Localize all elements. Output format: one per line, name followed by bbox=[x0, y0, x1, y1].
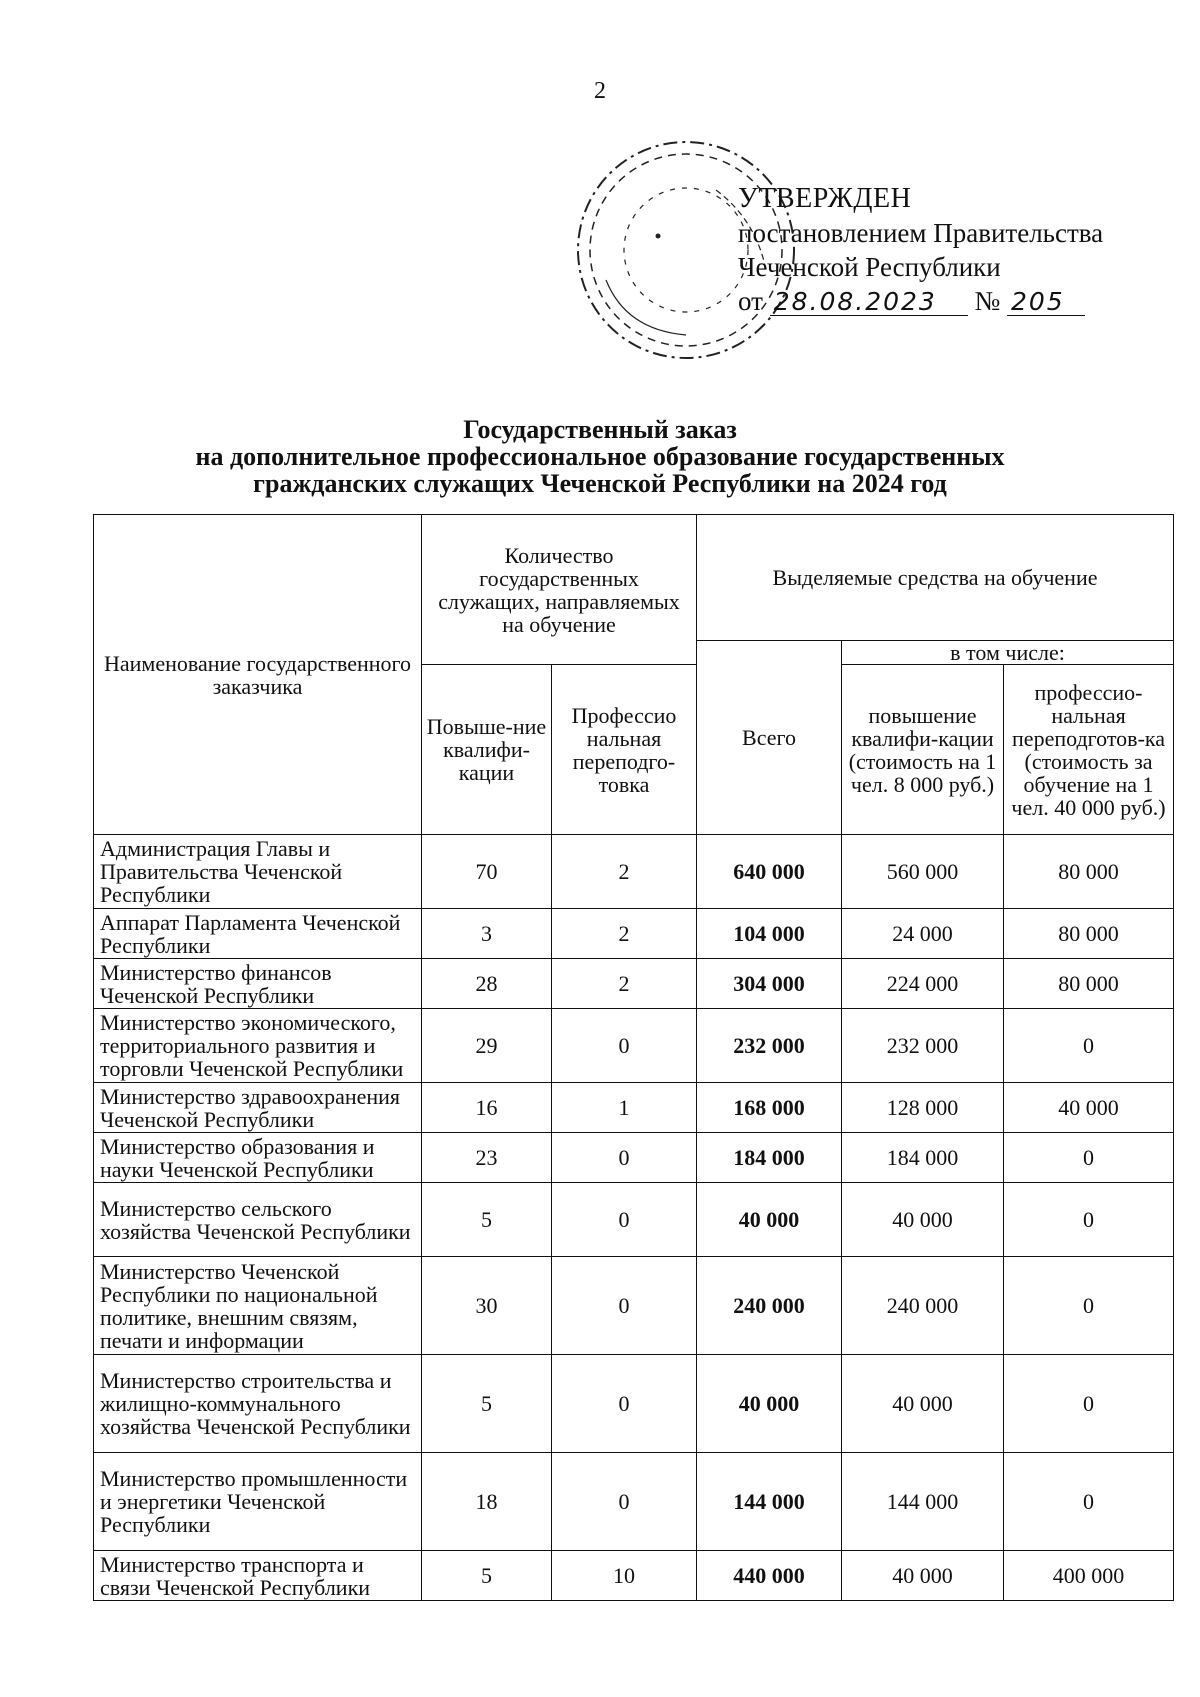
row-total: 104 000 bbox=[697, 909, 842, 959]
table-row bbox=[94, 1551, 1174, 1601]
row-qualification: 5 bbox=[422, 1355, 552, 1453]
row-total: 40 000 bbox=[697, 1355, 842, 1453]
header-customer: Наименование государственного заказчика bbox=[94, 515, 422, 835]
row-retraining: 0 bbox=[552, 1355, 697, 1453]
table-row bbox=[94, 1453, 1174, 1551]
row-qualification-sum: 40 000 bbox=[842, 1183, 1004, 1257]
row-qualification: 3 bbox=[422, 909, 552, 959]
row-customer-name: Администрация Главы и Правительства Чеченской Республики bbox=[94, 835, 422, 909]
row-retraining-sum: 0 bbox=[1004, 1257, 1174, 1355]
row-qualification: 5 bbox=[422, 1551, 552, 1601]
table-row bbox=[94, 1183, 1174, 1257]
row-customer-name: Министерство Чеченской Республики по национальной политике, внешним связям, печати и информации bbox=[94, 1257, 422, 1355]
table-row bbox=[94, 1133, 1174, 1183]
row-customer-name: Министерство строительства и жилищно-коммунального хозяйства Чеченской Республики bbox=[94, 1355, 422, 1453]
approved-label: УТВЕРЖДЕН bbox=[738, 183, 912, 214]
row-total: 40 000 bbox=[697, 1183, 842, 1257]
table-row bbox=[94, 1257, 1174, 1355]
row-customer-name: Министерство промышленности и энергетики Чеченской Республики bbox=[94, 1453, 422, 1551]
row-retraining-sum: 0 bbox=[1004, 1453, 1174, 1551]
row-qualification-sum: 144 000 bbox=[842, 1453, 1004, 1551]
state-order-table bbox=[93, 514, 1174, 1601]
row-qualification: 18 bbox=[422, 1453, 552, 1551]
row-qualification: 5 bbox=[422, 1183, 552, 1257]
header-retraining: Профессио нальная переподго-товка bbox=[552, 665, 697, 835]
row-retraining: 0 bbox=[552, 1183, 697, 1257]
row-qualification-sum: 240 000 bbox=[842, 1257, 1004, 1355]
approval-line-1: постановлением Правительства bbox=[738, 218, 1104, 248]
number-label: № bbox=[974, 286, 1001, 316]
row-qualification: 29 bbox=[422, 1009, 552, 1083]
row-qualification-sum: 224 000 bbox=[842, 959, 1004, 1009]
table-row bbox=[94, 1083, 1174, 1133]
row-retraining: 0 bbox=[552, 1257, 697, 1355]
row-retraining-sum: 40 000 bbox=[1004, 1083, 1174, 1133]
row-customer-name: Министерство транспорта и связи Чеченской Республики bbox=[94, 1551, 422, 1601]
row-qualification: 28 bbox=[422, 959, 552, 1009]
row-total: 168 000 bbox=[697, 1083, 842, 1133]
row-total: 232 000 bbox=[697, 1009, 842, 1083]
row-retraining: 2 bbox=[552, 835, 697, 909]
row-customer-name: Министерство образования и науки Чеченской Республики bbox=[94, 1133, 422, 1183]
row-retraining-sum: 0 bbox=[1004, 1133, 1174, 1183]
row-retraining: 0 bbox=[552, 1133, 697, 1183]
row-customer-name: Министерство сельского хозяйства Чеченской Республики bbox=[94, 1183, 422, 1257]
row-retraining: 0 bbox=[552, 1009, 697, 1083]
row-retraining: 2 bbox=[552, 959, 697, 1009]
table-row bbox=[94, 1355, 1174, 1453]
header-funds-group: Выделяемые средства на обучение bbox=[697, 515, 1174, 641]
row-customer-name: Министерство экономического, территориального развития и торговли Чеченской Республики bbox=[94, 1009, 422, 1083]
row-qualification-sum: 184 000 bbox=[842, 1133, 1004, 1183]
row-qualification: 70 bbox=[422, 835, 552, 909]
title-line-1: Государственный заказ bbox=[463, 415, 737, 444]
table-row bbox=[94, 909, 1174, 959]
approval-number: 205 bbox=[1007, 289, 1085, 316]
row-retraining: 10 bbox=[552, 1551, 697, 1601]
row-customer-name: Аппарат Парламента Чеченской Республики bbox=[94, 909, 422, 959]
header-qualification-cost: повышение квалифи-кации (стоимость на 1 чел. 8 000 руб.) bbox=[842, 665, 1004, 835]
row-retraining-sum: 400 000 bbox=[1004, 1551, 1174, 1601]
row-qualification-sum: 128 000 bbox=[842, 1083, 1004, 1133]
title-line-2: на дополнительное профессиональное образование государственных bbox=[195, 442, 1005, 471]
row-retraining-sum: 0 bbox=[1004, 1009, 1174, 1083]
row-qualification-sum: 232 000 bbox=[842, 1009, 1004, 1083]
approval-date: 28.08.2023 bbox=[770, 289, 968, 316]
table-row bbox=[94, 835, 1174, 909]
row-total: 144 000 bbox=[697, 1453, 842, 1551]
row-qualification: 16 bbox=[422, 1083, 552, 1133]
approval-line-2: Чеченской Республики bbox=[738, 252, 1001, 282]
row-qualification-sum: 560 000 bbox=[842, 835, 1004, 909]
table-row bbox=[94, 959, 1174, 1009]
title-line-3: гражданских служащих Чеченской Республики на 2024 год bbox=[253, 469, 947, 498]
row-retraining-sum: 80 000 bbox=[1004, 909, 1174, 959]
row-retraining: 1 bbox=[552, 1083, 697, 1133]
header-including: в том числе: bbox=[842, 641, 1174, 665]
row-customer-name: Министерство финансов Чеченской Республики bbox=[94, 959, 422, 1009]
row-total: 440 000 bbox=[697, 1551, 842, 1601]
row-total: 184 000 bbox=[697, 1133, 842, 1183]
header-count-group: Количество государственных служащих, направляемых на обучение bbox=[422, 515, 697, 665]
table-row bbox=[94, 1009, 1174, 1083]
header-total: Всего bbox=[697, 641, 842, 835]
row-qualification: 30 bbox=[422, 1257, 552, 1355]
row-total: 240 000 bbox=[697, 1257, 842, 1355]
from-label: от bbox=[738, 286, 763, 316]
approval-date-line bbox=[738, 284, 1103, 318]
document-title bbox=[0, 416, 1200, 497]
row-retraining-sum: 0 bbox=[1004, 1355, 1174, 1453]
row-qualification-sum: 40 000 bbox=[842, 1551, 1004, 1601]
row-qualification-sum: 40 000 bbox=[842, 1355, 1004, 1453]
page-number: 2 bbox=[594, 78, 606, 104]
row-total: 640 000 bbox=[697, 835, 842, 909]
row-qualification-sum: 24 000 bbox=[842, 909, 1004, 959]
header-qualification: Повыше-ние квалифи-кации bbox=[422, 665, 552, 835]
row-retraining: 2 bbox=[552, 909, 697, 959]
row-total: 304 000 bbox=[697, 959, 842, 1009]
row-retraining-sum: 80 000 bbox=[1004, 959, 1174, 1009]
approval-block bbox=[738, 182, 1103, 318]
row-retraining: 0 bbox=[552, 1453, 697, 1551]
row-qualification: 23 bbox=[422, 1133, 552, 1183]
row-retraining-sum: 80 000 bbox=[1004, 835, 1174, 909]
row-customer-name: Министерство здравоохранения Чеченской Республики bbox=[94, 1083, 422, 1133]
header-retraining-cost: профессио-нальная переподготов-ка (стоимость за обучение на 1 чел. 40 000 руб.) bbox=[1004, 665, 1174, 835]
row-retraining-sum: 0 bbox=[1004, 1183, 1174, 1257]
